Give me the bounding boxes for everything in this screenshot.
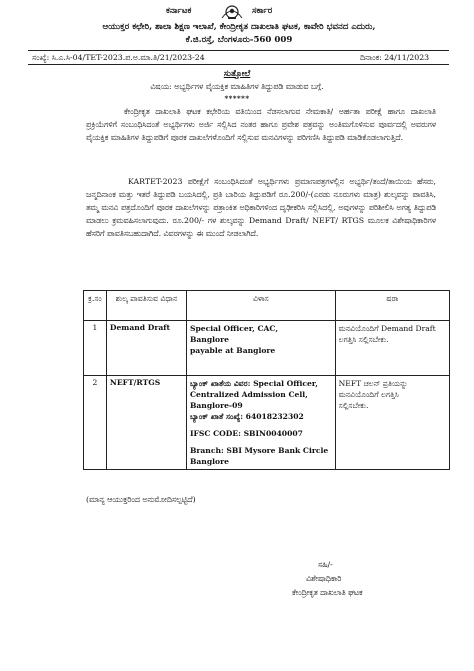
office-address-line1: ಆಯುಕ್ತರ ಕಛೇರಿ, ಶಾಲಾ ಶಿಕ್ಷಣ ಇಲಾಖೆ, ಕೇಂದ್ರೀಕೃತ ದಾಖಲಾತಿ ಘಟಕ, ಕಾವೇರಿ ಭವನದ ಎದುರು, — [102, 22, 376, 32]
circular-title: ಸುತ್ತೋಲೆ — [223, 69, 251, 79]
signature-sd: ಸಹಿ/- — [318, 560, 333, 569]
row-payment-mode: Demand Draft — [106, 321, 186, 376]
reference-number: ಸಂಖ್ಯೆ: ಸಿ.ಎ.ಸಿ-04/TET-2023.ಪ.ಅ.ಮಾ.ತಿ/21/2023-24 — [32, 53, 205, 62]
header-divider — [28, 50, 449, 51]
row-remarks — [335, 321, 449, 376]
row-sl-no: 2 — [84, 376, 107, 470]
header-sl-no: ಕ್ರ.ಸಂ — [84, 291, 107, 321]
signature-designation: ವಿಶೇಷಾಧಿಕಾರಿ — [306, 574, 342, 583]
subject-line: ವಿಷಯ: ಅಭ್ಯರ್ಥಿಗಳ ವೈಯಕ್ತಿಕ ಮಾಹಿತಿಗಳ ತಿದ್ದುಪಡಿ ಮಾಡುವ ಬಗ್ಗೆ. — [150, 82, 324, 91]
reference-date: ದಿನಾಂಕ: 24/11/2023 — [360, 53, 430, 62]
remarks-line: ಮನವಿಯೊಂದಿಗೆ Demand Draft — [338, 324, 436, 333]
remarks-line: NEFT ಚಲನ್ ಪ್ರತಿಯನ್ನು ಮನವಿಯೊಂದಿಗೆ ಲಗತ್ತಿಸಿ — [338, 379, 408, 399]
header-karnataka: ಕರ್ನಾಟಕ — [166, 6, 192, 16]
header-sarkara: ಸರ್ಕಾರ — [252, 6, 273, 16]
table-row — [84, 376, 450, 470]
table-header-row — [84, 291, 450, 321]
paragraph-2: KARTET-2023 ಪರೀಕ್ಷೆಗೆ ಸಂಬಂಧಿಸಿದಂತೆ ಅಭ್ಯರ್ಥಿಗಳು ಪ್ರಮಾಣಪತ್ರಗಳಲ್ಲಿನ ಅಭ್ಯರ್ಥಿ/ತಂದೆ/ತಾಯಿಯ ಹೆಸರು, ಜನ್ಮದಿನಾಂಕ ಮತ್ತು ಇತರೆ ತಿದ್ದುಪಡಿ ಬಯಸಿದಲ್ಲಿ, ಪ್ರತಿ ಬಾರಿಯ ತಿದ್ದುಪಡಿಗೆ ರೂ.200/-(ಎರಡು ನೂರುಗಳು ಮಾತ್ರ) ಶುಲ್ಕವನ್ನು ಪಾವತಿಸಿ, ತಮ್ಮ ಮನವಿ ಪತ್ರದೊಂದಿಗೆ ಪೂರಕ ದಾಖಲೆಗಳನ್ನು ಪತ್ರಾಂಕಿತ ಅಧಿಕಾರಿಗಳಿಂದ ದೃಢೀಕರಿಸಿ ಸಲ್ಲಿಸಿದಲ್ಲಿ, ಅವುಗಳನ್ನು ಪರಿಶೀಲಿಸಿ ಅಗತ್ಯ ತಿದ್ದುಪಡಿ ಮಾಡಲು ಕ್ರಮವಹಿಸಲಾಗುವುದು. ರೂ.200/- ಗಳ ಶುಲ್ಕವನ್ನು Demand Draft/ NEFT/ RTGS ಮೂಲಕ ವಿಶೇಷಾಧಿಕಾರಿಗಳ ಹೆಸರಿಗೆ ಪಾವತಿಸಬಹುದಾಗಿದೆ. ವಿವರಗಳನ್ನು ಈ ಮುಂದೆ ನೀಡಲಾಗಿದೆ. — [86, 177, 436, 238]
remarks-line: ಲಗತ್ತಿಸಿ ಸಲ್ಲಿಸಬೇಕು. — [338, 335, 389, 344]
signature-office: ಕೇಂದ್ರೀಕೃತ ದಾಖಲಾತಿ ಘಟಕ — [292, 588, 363, 597]
fee-payment-table — [83, 290, 450, 470]
address-line: Branch: SBI Mysore Bank Circle Banglore — [189, 446, 329, 466]
address-line: Banglore-09 — [189, 401, 243, 410]
address-line: payable at Banglore — [189, 346, 276, 355]
row-address — [186, 321, 335, 376]
remarks-line: ಸಲ್ಲಿಸಬೇಕು. — [338, 401, 369, 410]
row-remarks — [335, 376, 449, 470]
address-line: IFSC CODE: SBIN0040007 — [189, 429, 303, 438]
header-remarks: ಷರಾ — [335, 291, 449, 321]
row-sl-no: 1 — [84, 321, 107, 376]
address-line: ಬ್ಯಾಂಕ್ ಖಾತೆ ಸಂಖ್ಯೆ: 64018232302 — [189, 412, 304, 421]
paragraph-1: ಕೇಂದ್ರೀಕೃತ ದಾಖಲಾತಿ ಘಟಕ ಕಛೇರಿಯ ವತಿಯಿಂದ ನೆಡಸಲಾಗುವ ನೇಮಕಾತಿ/ ಅರ್ಹತಾ ಪರೀಕ್ಷೆ ಹಾಗೂ ದಾಖಲಾತಿ ಪ್ರಕ್ರಿಯೆಗಳಿಗೆ ಸಂಬಂಧಿಸಿದಂತೆ ಅಭ್ಯರ್ಥಿಗಳು ಅರ್ಜಿ ಸಲ್ಲಿಸಿದ ನಂತರ ಹಾಗೂ ಪ್ರವೇಶ ಪತ್ರವನ್ನು ಅಂತಿಮಗೊಳಿಸುವ ಪೂರ್ವದಲ್ಲಿ ಅವರುಗಳ ವೈಯಕ್ತಿಕ ಮಾಹಿತಿಗಳ ತಿದ್ದುಪಡಿಗೆ ಪೂರಕ ದಾಖಲೆಗಳೊಂದಿಗೆ ಸಲ್ಲಿಸುವ ಮನವಿಗಳನ್ನು ಪರಿಗಣಿಸಿ ತಿದ್ದುಪಡಿ ಮಾಡಿಕೊಡಲಾಗುತ್ತಿದೆ. — [86, 107, 436, 142]
row-address — [186, 376, 335, 470]
header-payment-mode: ಶುಲ್ಕ ಪಾವತಿಸುವ ವಿಧಾನ — [106, 291, 186, 321]
approval-note: (ಮಾನ್ಯ ಆಯುಕ್ತರಿಂದ ಅನುಮೋದಿಸಲ್ಪಟ್ಟಿದೆ) — [86, 495, 196, 504]
address-line: ಬ್ಯಾಂಕ್ ಖಾತೆಯ ವಿವರ: Special Officer, — [189, 379, 318, 388]
address-line: Centralized Admission Cell, — [189, 390, 308, 399]
stars-separator: ****** — [224, 94, 250, 103]
row-payment-mode: NEFT/RTGS — [106, 376, 186, 470]
header-address: ವಿಳಾಸ — [186, 291, 335, 321]
address-line: Banglore — [189, 335, 229, 344]
karnataka-emblem-icon — [219, 2, 245, 20]
table-row — [84, 321, 450, 376]
office-address-line2: ಕೆ.ಜಿ.ರಸ್ತೆ, ಬೆಂಗಳೂರು-560 009 — [185, 35, 293, 45]
address-line: Special Officer, CAC, — [189, 324, 278, 333]
reference-divider — [28, 64, 449, 65]
